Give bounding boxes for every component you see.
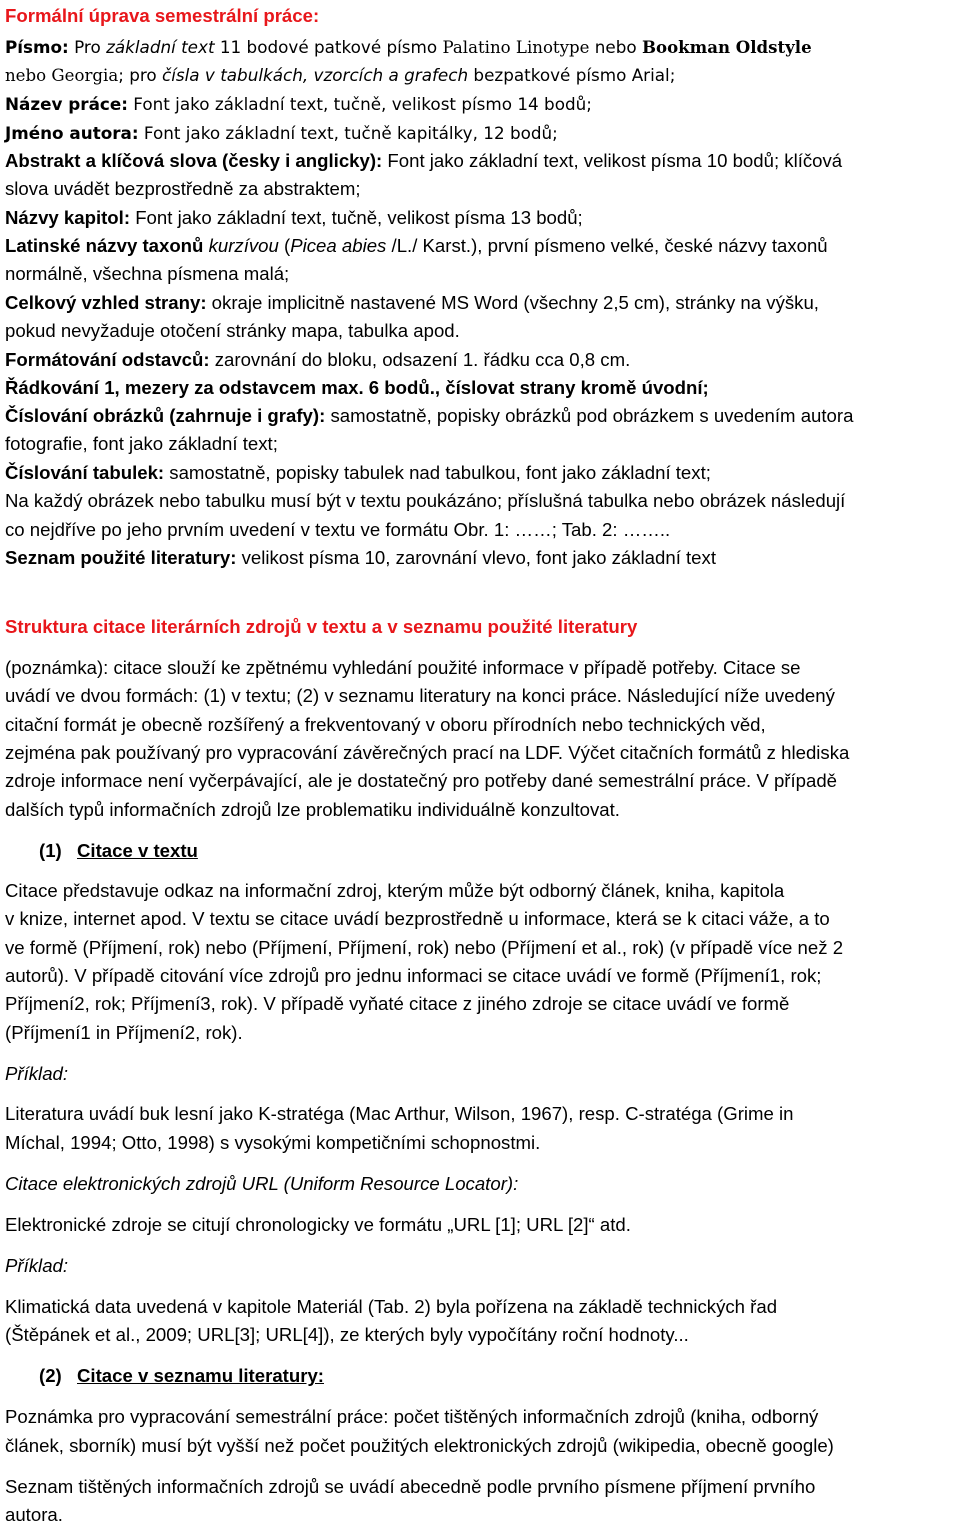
paragraph-line: (poznámka): citace slouží ke zpětnému vyhledání použité informace v případě potřeby. Citace se (5, 657, 801, 678)
text-run: Pro (68, 37, 107, 57)
paragraph-line: Citace představuje odkaz na informační zdroj, kterým může být odborný článek, kniha, kapitola (5, 880, 785, 901)
paragraph-line: Poznámka pro vypracování semestrální práce: počet tištěných informačních zdrojů (kniha, odborný (5, 1406, 819, 1427)
rule-label: Latinské názvy taxonů (5, 235, 204, 256)
paragraph-line: ve formě (Příjmení, rok) nebo (Příjmení, Příjmení, rok) nebo (Příjmení et al., rok) (v případě více než 2 (5, 937, 844, 958)
paragraph-line: autora. (5, 1504, 63, 1525)
font-sample-bookman: Bookman Oldstyle (641, 37, 812, 57)
text-run: 11 bodové patkové písmo (214, 37, 443, 57)
font-sample-arial: Arial (631, 65, 670, 85)
heading-formal-format: Formální úprava semestrální práce: (5, 5, 320, 26)
font-sample-georgia: Georgia (51, 66, 119, 85)
section-title: Citace v seznamu literatury: (77, 1365, 324, 1386)
example-line: Míchal, 1994; Otto, 1998) s vysokými kompetičními schopnostmi. (5, 1132, 541, 1153)
section-heading-bibliography (5, 1366, 324, 1386)
rule-abstract (5, 151, 842, 171)
rule-label: Název práce: (5, 94, 128, 114)
rule-label: Číslování obrázků (zahrnuje i grafy): (5, 405, 326, 426)
url-citation-heading: Citace elektronických zdrojů URL (Uniform Resource Locator): (5, 1173, 519, 1194)
text-run: nebo (589, 37, 642, 57)
section-title: Citace v textu (77, 840, 198, 861)
text-run: kurzívou (208, 235, 279, 256)
rule-page-layout-cont: pokud nevyžaduje otočení stránky mapa, tabulka apod. (5, 320, 460, 341)
rule-taxa (5, 236, 828, 256)
rule-page-layout (5, 293, 819, 313)
rule-label: Seznam použité literatury: (5, 547, 237, 568)
font-sample-palatino: Palatino Linotype (442, 38, 590, 57)
rule-label: Názvy kapitol: (5, 207, 131, 228)
rule-line-spacing: Řádkování 1, mezery za odstavcem max. 6 bodů., číslovat strany kromě úvodní; (5, 377, 709, 398)
rule-chapters (5, 208, 583, 228)
rule-taxa-cont: normálně, všechna písmena malá; (5, 263, 290, 284)
rule-references-2: co nejdříve po jeho prvním uvedení v textu ve formátu Obr. 1: ……; Tab. 2: …….. (5, 519, 671, 540)
paragraph-line: zejména pak používaný pro vypracování závěrečných prací na LDF. Výčet citačních formátů z hlediska (5, 742, 850, 763)
example-label: Příklad: (5, 1063, 69, 1084)
rule-bibliography (5, 548, 716, 568)
rule-table-numbering (5, 463, 711, 483)
paragraph-line: uvádí ve dvou formách: (1) v textu; (2) v seznamu literatury na konci práce. Následující níže uvedený (5, 685, 835, 706)
rule-label: Celkový vzhled strany: (5, 292, 207, 313)
paragraph-line: autorů). V případě citování více zdrojů pro jednu informaci se citace uvádí ve formě (Příjmení1, rok; (5, 965, 822, 986)
paragraph-line: (Příjmení1 in Příjmení2, rok). (5, 1022, 243, 1043)
example-line: Literatura uvádí buk lesní jako K-stratéga (Mac Arthur, Wilson, 1967), resp. C-stratéga (Grime in (5, 1103, 794, 1124)
text-run: bezpatkové písmo (468, 65, 632, 85)
rule-figure-numbering-cont: fotografie, font jako základní text; (5, 433, 278, 454)
text-run: Picea abies (290, 235, 387, 256)
text-run: samostatně, popisky tabulek nad tabulkou, font jako základní text; (164, 462, 711, 483)
text-run: okraje implicitně nastavené MS Word (všechny 2,5 cm), stránky na výšku, (206, 292, 819, 313)
paragraph-line: Příjmení2, rok; Příjmení3, rok). V případě vyňaté citace z jiného zdroje se citace uvádí ve formě (5, 993, 790, 1014)
text-run: Font jako základní text, velikost písma 10 bodů; klíčová (382, 150, 843, 171)
text-run: Font jako základní text, tučně, velikost písma 13 bodů; (130, 207, 583, 228)
section-number: (1) (39, 840, 62, 861)
rule-label: Abstrakt a klíčová slova (česky i anglicky): (5, 150, 383, 171)
paragraph-line: dalších typů informačních zdrojů lze problematiku individuálně konzultovat. (5, 799, 620, 820)
rule-references-1: Na každý obrázek nebo tabulku musí být v textu poukázáno; příslušná tabulka nebo obrázek následují (5, 490, 846, 511)
text-run: Font jako základní text, tučně, velikost písmo 14 bodů; (127, 94, 592, 114)
rule-font (5, 37, 812, 58)
rule-font-cont (5, 65, 675, 86)
text-run: velikost písma 10, zarovnání vlevo, font jako základní text (236, 547, 716, 568)
rule-label: Jméno autora: (5, 123, 139, 143)
text-run: samostatně, popisky obrázků pod obrázkem s uvedením autora (325, 405, 854, 426)
paragraph-line: Seznam tištěných informačních zdrojů se uvádí abecedně podle prvního písmene příjmení prvního (5, 1476, 816, 1497)
text-run: ; pro (118, 65, 163, 85)
example-label: Příklad: (5, 1255, 69, 1276)
text-run: čísla v tabulkách, vzorcích a grafech (162, 65, 469, 85)
paragraph-line: citační formát je obecně rozšířený a frekventovaný v oboru přírodních nebo technických věd, (5, 714, 766, 735)
url-citation-text: Elektronické zdroje se citují chronologicky ve formátu „URL [1]; URL [2]“ atd. (5, 1214, 631, 1235)
heading-citation-structure: Struktura citace literárních zdrojů v textu a v seznamu použité literatury (5, 616, 638, 637)
rule-paragraph-format (5, 350, 630, 370)
rule-label: Písmo: (5, 37, 69, 57)
text-run: Font jako základní text, tučně kapitálky, 12 bodů; (138, 123, 558, 143)
text-run: /L./ Karst.), první písmeno velké, české názvy taxonů (386, 235, 828, 256)
text-run: nebo (5, 66, 52, 85)
section-heading-in-text (5, 841, 198, 861)
rule-label: Číslování tabulek: (5, 462, 165, 483)
paragraph-line: v knize, internet apod. V textu se citace uvádí bezprostředně u informace, která se k citaci váže, a to (5, 908, 830, 929)
rule-label: Formátování odstavců: (5, 349, 210, 370)
paragraph-line: zdroje informace není vyčerpávající, ale je dostatečný pro potřeby dané semestrální práce. V případě (5, 770, 838, 791)
example-line: Klimatická data uvedená v kapitole Materiál (Tab. 2) byla pořízena na základě technických řad (5, 1296, 778, 1317)
rule-title (5, 94, 592, 114)
rule-abstract-cont: slova uvádět bezprostředně za abstraktem; (5, 178, 361, 199)
text-run: ; (669, 65, 676, 85)
text-run: zarovnání do bloku, odsazení 1. řádku cca 0,8 cm. (209, 349, 631, 370)
text-run: ( (278, 235, 291, 256)
paragraph-line: článek, sborník) musí být vyšší než počet použitých elektronických zdrojů (wikipedia, obecně google) (5, 1435, 834, 1456)
rule-author (5, 123, 558, 143)
section-number: (2) (39, 1365, 62, 1386)
text-run: základní text (106, 37, 215, 57)
example-line: (Štěpánek et al., 2009; URL[3]; URL[4]), ze kterých byly vypočítány roční hodnoty... (5, 1324, 689, 1345)
rule-figure-numbering (5, 406, 853, 426)
